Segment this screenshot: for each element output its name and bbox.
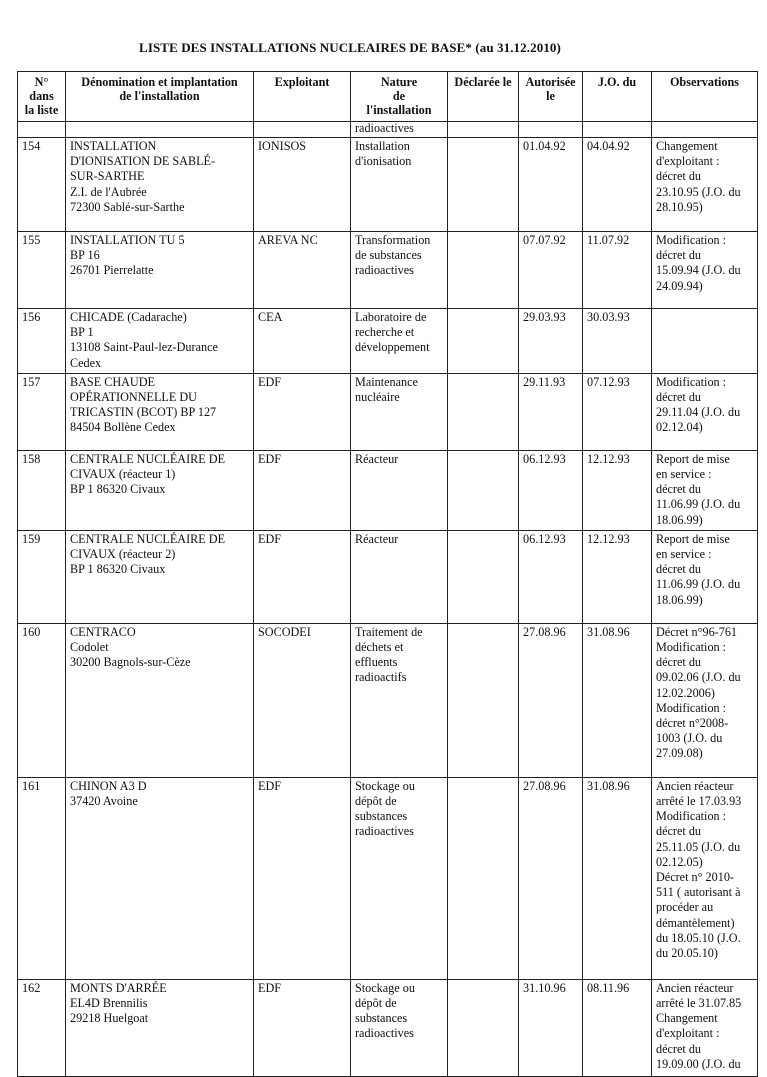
cell-denomination bbox=[66, 122, 254, 138]
cell-exploitant: SOCODEI bbox=[254, 623, 351, 777]
cell-observations bbox=[652, 309, 758, 374]
cell-line: 29218 Huelgoat bbox=[70, 1011, 149, 1026]
cell-line: 18.06.99) bbox=[656, 592, 703, 607]
cell-nature bbox=[351, 309, 448, 374]
cell-line: 72300 Sablé-sur-Sarthe bbox=[70, 199, 185, 214]
cell-line: décret du bbox=[656, 248, 702, 263]
cell-line: radioactives bbox=[355, 263, 414, 278]
cell-line: l'installation bbox=[366, 103, 432, 117]
cell-line: Report de mise bbox=[656, 531, 730, 546]
cell-denomination bbox=[66, 777, 254, 979]
cell-autorisee: 29.03.93 bbox=[519, 309, 583, 374]
cell-observations bbox=[652, 373, 758, 450]
header-autorisee bbox=[519, 72, 583, 122]
cell-declaree bbox=[448, 450, 519, 530]
cell-line: radioactifs bbox=[355, 670, 407, 685]
cell-autorisee: 31.10.96 bbox=[519, 979, 583, 1076]
cell-denomination bbox=[66, 138, 254, 232]
cell-line: Codolet bbox=[70, 640, 109, 655]
cell-line: 12.02.2006) bbox=[656, 685, 715, 700]
cell-line: INSTALLATION TU 5 bbox=[70, 233, 185, 247]
cell-line: N° dans bbox=[29, 75, 54, 103]
cell-nature bbox=[351, 138, 448, 232]
header-numero bbox=[18, 72, 66, 122]
cell-exploitant: CEA bbox=[254, 309, 351, 374]
cell-declaree bbox=[448, 232, 519, 309]
cell-exploitant: EDF bbox=[254, 979, 351, 1076]
continuation-row bbox=[18, 122, 758, 138]
cell-line: OPÉRATIONNELLE DU bbox=[70, 390, 197, 405]
cell-line: Dénomination et implantation bbox=[81, 75, 238, 89]
cell-observations bbox=[652, 979, 758, 1076]
cell-jo: 30.03.93 bbox=[583, 309, 652, 374]
cell-line: D'IONISATION DE SABLÉ- bbox=[70, 154, 216, 169]
cell-numero: 155 bbox=[18, 232, 66, 309]
cell-line: BP 1 bbox=[70, 325, 94, 340]
cell-line: CHINON A3 D bbox=[70, 778, 147, 793]
cell-line: CENTRACO bbox=[70, 624, 136, 639]
cell-line: Modification : bbox=[656, 700, 727, 715]
cell-line: Modification : bbox=[656, 374, 727, 389]
cell-line: 02.12.05) bbox=[656, 854, 703, 869]
cell-line: BP 1 86320 Civaux bbox=[70, 482, 166, 497]
cell-line: 1003 (J.O. du bbox=[656, 731, 723, 746]
header-observations bbox=[652, 72, 758, 122]
cell-line: de substances bbox=[355, 248, 422, 263]
cell-line: en service : bbox=[656, 547, 712, 562]
header-declaree bbox=[448, 72, 519, 122]
header-row bbox=[18, 72, 758, 122]
cell-nature bbox=[351, 777, 448, 979]
cell-line: Réacteur bbox=[355, 531, 399, 546]
cell-line: de l'installation bbox=[119, 89, 200, 103]
cell-jo: 12.12.93 bbox=[583, 450, 652, 530]
cell-line: Laboratoire de bbox=[355, 310, 427, 324]
cell-line: effluents bbox=[355, 655, 398, 670]
cell-line: 15.09.94 (J.O. du bbox=[656, 263, 741, 278]
cell-jo: 08.11.96 bbox=[583, 979, 652, 1076]
cell-line: Maintenance bbox=[355, 374, 418, 389]
cell-line: BASE CHAUDE bbox=[70, 374, 155, 389]
cell-line: Changement bbox=[656, 1011, 718, 1026]
cell-line: Modification : bbox=[656, 640, 727, 655]
cell-line: d'exploitant : bbox=[656, 1026, 720, 1041]
cell-line: 84504 Bollène Cedex bbox=[70, 420, 176, 435]
cell-line: 30200 Bagnols-sur-Cèze bbox=[70, 655, 191, 670]
cell-denomination bbox=[66, 450, 254, 530]
cell-line: développement bbox=[355, 340, 430, 355]
cell-line: Réacteur bbox=[355, 451, 399, 466]
cell-line: décret du bbox=[656, 482, 702, 497]
cell-line: Changement bbox=[656, 139, 718, 153]
cell-line: nucléaire bbox=[355, 390, 400, 405]
cell-denomination bbox=[66, 979, 254, 1076]
cell-line: en service : bbox=[656, 467, 712, 482]
cell-nature: radioactives bbox=[351, 122, 448, 138]
cell-exploitant: EDF bbox=[254, 777, 351, 979]
cell-line: Déclarée le bbox=[454, 75, 512, 89]
cell-line: Report de mise bbox=[656, 451, 730, 466]
cell-line: décret n°2008- bbox=[656, 716, 729, 731]
cell-denomination bbox=[66, 373, 254, 450]
cell-line: 11.06.99 (J.O. du bbox=[656, 497, 741, 512]
cell-line: décret du bbox=[656, 1041, 702, 1056]
table-row bbox=[18, 138, 758, 232]
cell-line: dépôt de bbox=[355, 794, 397, 809]
cell-line: procéder au bbox=[656, 900, 714, 915]
cell-line: 02.12.04) bbox=[656, 420, 703, 435]
cell-jo: 07.12.93 bbox=[583, 373, 652, 450]
cell-line: CENTRALE NUCLÉAIRE DE bbox=[70, 531, 226, 546]
cell-line: 511 ( autorisant à bbox=[656, 885, 741, 900]
cell-exploitant bbox=[254, 122, 351, 138]
cell-nature bbox=[351, 530, 448, 623]
cell-line: démantèlement) bbox=[656, 915, 735, 930]
cell-autorisee: 06.12.93 bbox=[519, 530, 583, 623]
cell-line: 18.06.99) bbox=[656, 512, 703, 527]
cell-exploitant: EDF bbox=[254, 530, 351, 623]
cell-denomination bbox=[66, 530, 254, 623]
cell-line: 23.10.95 (J.O. du bbox=[656, 184, 741, 199]
cell-nature bbox=[351, 373, 448, 450]
cell-line: Stockage ou bbox=[355, 980, 415, 995]
cell-line: Ancien réacteur bbox=[656, 980, 734, 995]
cell-declaree bbox=[448, 309, 519, 374]
cell-line: la liste bbox=[24, 103, 59, 117]
cell-line: Installation bbox=[355, 139, 410, 153]
table-row bbox=[18, 373, 758, 450]
cell-line: du 18.05.10 (J.O. bbox=[656, 930, 741, 945]
header-denomination bbox=[66, 72, 254, 122]
cell-line: Traitement de bbox=[355, 624, 423, 639]
cell-line: BP 16 bbox=[70, 248, 100, 263]
cell-autorisee: 01.04.92 bbox=[519, 138, 583, 232]
cell-line: 27.09.08) bbox=[656, 746, 703, 761]
cell-line: 37420 Avoine bbox=[70, 794, 138, 809]
table-row bbox=[18, 777, 758, 979]
table-row bbox=[18, 623, 758, 777]
table-row bbox=[18, 232, 758, 309]
cell-line: d'exploitant : bbox=[656, 154, 720, 169]
cell-line: décret du bbox=[656, 824, 702, 839]
header-nature bbox=[351, 72, 448, 122]
cell-numero: 154 bbox=[18, 138, 66, 232]
cell-line: radioactives bbox=[355, 1026, 414, 1041]
cell-observations bbox=[652, 138, 758, 232]
cell-line: 26701 Pierrelatte bbox=[70, 263, 154, 278]
cell-line: Observations bbox=[669, 75, 740, 89]
cell-line: BP 1 86320 Civaux bbox=[70, 562, 166, 577]
cell-nature bbox=[351, 232, 448, 309]
cell-line: 29.11.04 (J.O. du bbox=[656, 405, 741, 420]
cell-autorisee: 07.07.92 bbox=[519, 232, 583, 309]
cell-line: Transformation bbox=[355, 233, 431, 247]
cell-line: 24.09.94) bbox=[656, 278, 703, 293]
cell-line: Modification : bbox=[656, 809, 727, 824]
cell-line: d'ionisation bbox=[355, 154, 412, 169]
cell-denomination bbox=[66, 623, 254, 777]
cell-line: Autorisée bbox=[525, 75, 576, 89]
cell-line: 28.10.95) bbox=[656, 199, 703, 214]
cell-exploitant: EDF bbox=[254, 450, 351, 530]
cell-declaree bbox=[448, 122, 519, 138]
cell-line: Z.I. de l'Aubrée bbox=[70, 184, 147, 199]
cell-numero: 161 bbox=[18, 777, 66, 979]
cell-line: substances bbox=[355, 809, 408, 824]
cell-exploitant: AREVA NC bbox=[254, 232, 351, 309]
cell-line: le bbox=[546, 89, 555, 103]
cell-line: CENTRALE NUCLÉAIRE DE bbox=[70, 451, 226, 466]
cell-line: Modification : bbox=[656, 233, 727, 247]
cell-exploitant: IONISOS bbox=[254, 138, 351, 232]
cell-line: 09.02.06 (J.O. du bbox=[656, 670, 741, 685]
cell-line: Ancien réacteur bbox=[656, 778, 734, 793]
cell-line: arrêté le 31.07.85 bbox=[656, 996, 742, 1011]
cell-line: EL4D Brennilis bbox=[70, 996, 148, 1011]
cell-observations bbox=[652, 122, 758, 138]
cell-line: Nature bbox=[380, 75, 418, 89]
cell-denomination bbox=[66, 309, 254, 374]
cell-line: INSTALLATION bbox=[70, 139, 157, 153]
cell-numero: 158 bbox=[18, 450, 66, 530]
header-jo bbox=[583, 72, 652, 122]
cell-line: CIVAUX (réacteur 2) bbox=[70, 547, 176, 562]
cell-line: arrêté le 17.03.93 bbox=[656, 794, 742, 809]
cell-declaree bbox=[448, 623, 519, 777]
cell-declaree bbox=[448, 373, 519, 450]
cell-line: 13108 Saint-Paul-lez-Durance bbox=[70, 340, 218, 355]
cell-line: recherche et bbox=[355, 325, 415, 340]
cell-jo bbox=[583, 122, 652, 138]
cell-line: décret du bbox=[656, 562, 702, 577]
cell-denomination bbox=[66, 232, 254, 309]
table-row bbox=[18, 530, 758, 623]
cell-line: du 20.05.10) bbox=[656, 946, 718, 961]
table-body bbox=[18, 122, 758, 1077]
cell-exploitant: EDF bbox=[254, 373, 351, 450]
cell-line: TRICASTIN (BCOT) BP 127 bbox=[70, 405, 217, 420]
cell-line: Cedex bbox=[70, 355, 102, 370]
cell-jo: 11.07.92 bbox=[583, 232, 652, 309]
cell-autorisee bbox=[519, 122, 583, 138]
installations-table bbox=[17, 71, 758, 1077]
cell-declaree bbox=[448, 138, 519, 232]
cell-observations bbox=[652, 530, 758, 623]
cell-autorisee: 27.08.96 bbox=[519, 623, 583, 777]
cell-line: CIVAUX (réacteur 1) bbox=[70, 467, 176, 482]
cell-line: décret du bbox=[656, 655, 702, 670]
cell-line: Décret n° 2010- bbox=[656, 870, 734, 885]
cell-line: de bbox=[392, 89, 406, 103]
cell-jo: 04.04.92 bbox=[583, 138, 652, 232]
cell-line: substances bbox=[355, 1011, 408, 1026]
table-row bbox=[18, 979, 758, 1076]
page-title: LISTE DES INSTALLATIONS NUCLEAIRES DE BASE* (au 31.12.2010) bbox=[139, 40, 561, 55]
cell-jo: 31.08.96 bbox=[583, 623, 652, 777]
cell-line: CHICADE (Cadarache) bbox=[70, 310, 187, 324]
cell-jo: 12.12.93 bbox=[583, 530, 652, 623]
cell-nature bbox=[351, 979, 448, 1076]
cell-declaree bbox=[448, 777, 519, 979]
cell-declaree bbox=[448, 530, 519, 623]
cell-line: 19.09.00 (J.O. du bbox=[656, 1056, 741, 1071]
cell-line: Exploitant bbox=[274, 75, 330, 89]
cell-numero: 160 bbox=[18, 623, 66, 777]
cell-line: SUR-SARTHE bbox=[70, 169, 145, 184]
cell-numero bbox=[18, 122, 66, 138]
table-row bbox=[18, 450, 758, 530]
cell-line: Stockage ou bbox=[355, 778, 415, 793]
cell-line: Décret n°96-761 bbox=[656, 624, 738, 639]
cell-numero: 159 bbox=[18, 530, 66, 623]
cell-autorisee: 06.12.93 bbox=[519, 450, 583, 530]
cell-line: dépôt de bbox=[355, 996, 397, 1011]
cell-line: 25.11.05 (J.O. du bbox=[656, 839, 741, 854]
header-exploitant bbox=[254, 72, 351, 122]
cell-line: J.O. du bbox=[597, 75, 637, 89]
cell-line: déchets et bbox=[355, 640, 404, 655]
cell-autorisee: 29.11.93 bbox=[519, 373, 583, 450]
cell-observations bbox=[652, 777, 758, 979]
cell-nature bbox=[351, 623, 448, 777]
cell-line: décret du bbox=[656, 169, 702, 184]
cell-line: décret du bbox=[656, 390, 702, 405]
cell-declaree bbox=[448, 979, 519, 1076]
cell-observations bbox=[652, 450, 758, 530]
cell-observations bbox=[652, 232, 758, 309]
cell-observations bbox=[652, 623, 758, 777]
cell-numero: 156 bbox=[18, 309, 66, 374]
cell-nature bbox=[351, 450, 448, 530]
cell-line: 11.06.99 (J.O. du bbox=[656, 577, 741, 592]
cell-jo: 31.08.96 bbox=[583, 777, 652, 979]
table-row bbox=[18, 309, 758, 374]
cell-line: radioactives bbox=[355, 824, 414, 839]
cell-autorisee: 27.08.96 bbox=[519, 777, 583, 979]
cell-numero: 157 bbox=[18, 373, 66, 450]
cell-numero: 162 bbox=[18, 979, 66, 1076]
cell-line: MONTS D'ARRÉE bbox=[70, 980, 167, 995]
